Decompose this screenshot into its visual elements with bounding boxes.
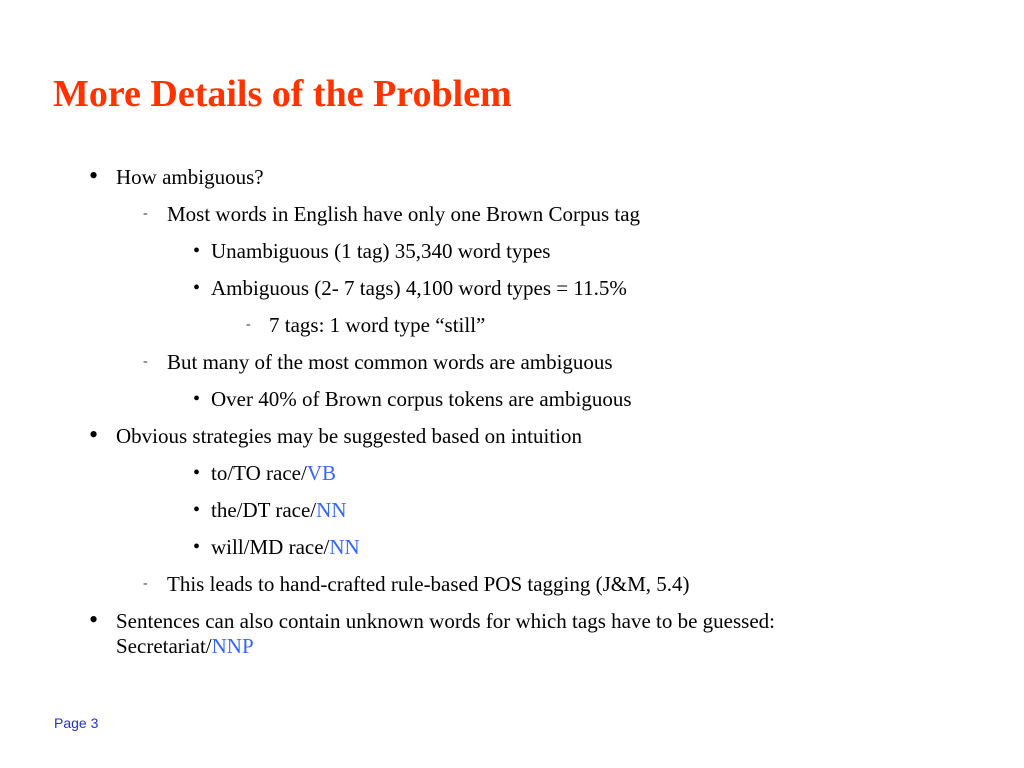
dash-icon: - bbox=[143, 354, 148, 369]
bullet-icon: • bbox=[193, 277, 201, 299]
bullet-icon: • bbox=[89, 605, 99, 634]
pos-tag: NN bbox=[316, 498, 347, 522]
page-number: Page 3 bbox=[54, 715, 99, 731]
dash-icon: - bbox=[143, 206, 148, 221]
bullet-text: Most words in English have only one Brown Corpus tag bbox=[167, 202, 641, 226]
bullet-icon: • bbox=[193, 388, 201, 410]
bullet-icon: • bbox=[193, 240, 201, 262]
pos-tag: NN bbox=[329, 535, 360, 559]
pos-tag: NNP bbox=[211, 634, 254, 658]
bullet-text: Over 40% of Brown corpus tokens are ambiguous bbox=[211, 387, 632, 411]
bullet-text: Obvious strategies may be suggested based on intuition bbox=[116, 424, 583, 448]
bullet-text: Unambiguous (1 tag) 35,340 word types bbox=[211, 239, 551, 263]
bullet-icon: • bbox=[193, 462, 201, 484]
slide-title: More Details of the Problem bbox=[53, 73, 512, 115]
bullet-text: Ambiguous (2- 7 tags) 4,100 word types = 11.5% bbox=[211, 276, 627, 300]
bullet-text bbox=[211, 534, 360, 560]
bullet-icon: • bbox=[193, 499, 201, 521]
bullet-text: 7 tags: 1 word type “still” bbox=[269, 313, 486, 337]
dash-icon: - bbox=[143, 576, 148, 591]
pos-tag: VB bbox=[306, 461, 337, 485]
bullet-icon: • bbox=[193, 536, 201, 558]
bullet-text: Sentences can also contain unknown words for which tags have to be guessed: bbox=[116, 609, 775, 633]
bullet-text: How ambiguous? bbox=[116, 165, 264, 189]
bullet-text: This leads to hand-crafted rule-based POS tagging (J&M, 5.4) bbox=[167, 572, 690, 596]
bullet-text-main: to/TO race/ bbox=[211, 461, 307, 485]
bullet-text: But many of the most common words are ambiguous bbox=[167, 350, 613, 374]
bullet-text bbox=[211, 497, 347, 523]
dash-icon: - bbox=[246, 317, 251, 332]
bullet-icon: • bbox=[89, 161, 99, 190]
bullet-text-continuation bbox=[116, 633, 254, 659]
bullet-text bbox=[211, 460, 336, 486]
bullet-text-main: the/DT race/ bbox=[211, 498, 317, 522]
bullet-icon: • bbox=[89, 420, 99, 449]
bullet-text-main: will/MD race/ bbox=[211, 535, 330, 559]
bullet-text-main: Secretariat/ bbox=[116, 634, 212, 658]
